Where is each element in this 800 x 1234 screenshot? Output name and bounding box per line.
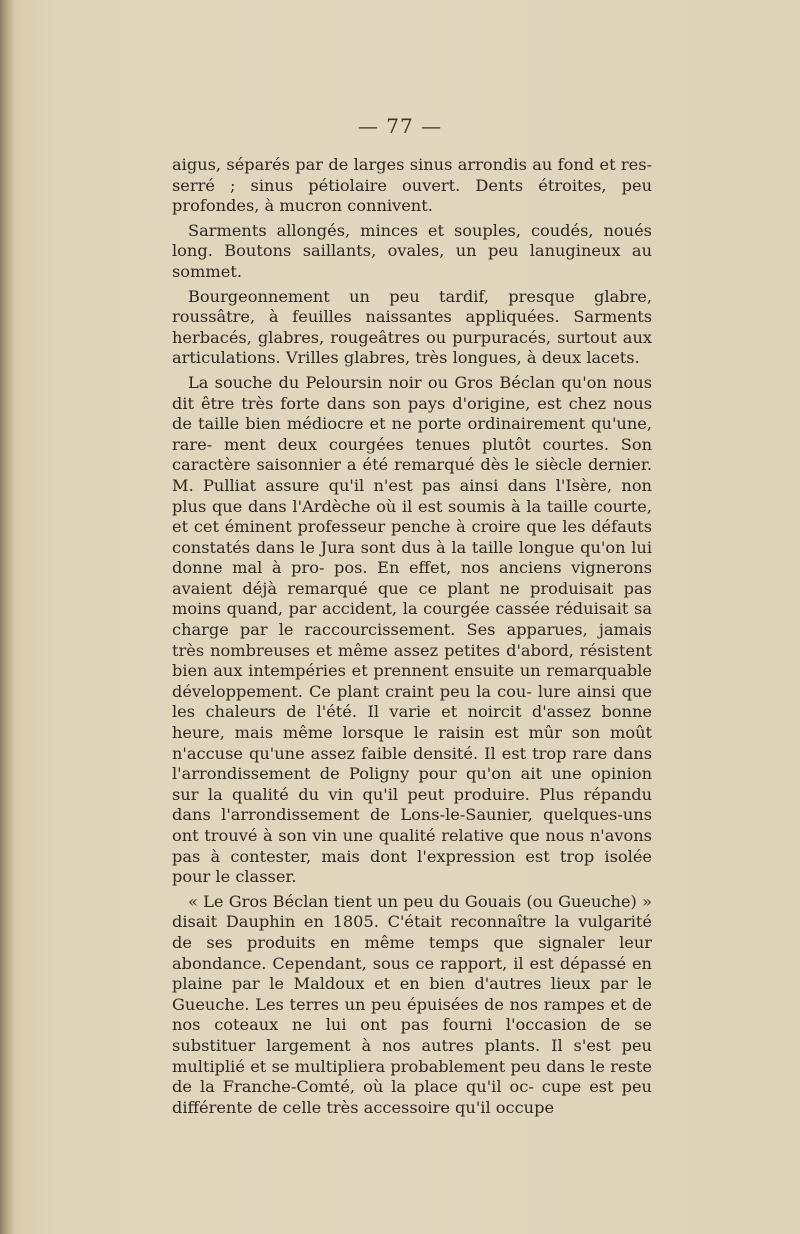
paragraph-continuation: aigus, séparés par de larges sinus arrondis au fond et res- serré ; sinus pétiolaire ouvert. Dents étroites, peu profondes, à mucron connivent. (172, 155, 652, 216)
binding-edge (0, 0, 14, 1234)
paragraph-souche: La souche du Peloursin noir ou Gros Béclan qu'on nous dit être très forte dans son pays d'origine, est chez nous de taille bien médiocre et ne porte ordinairement qu'une, rare- ment deux courgées tenues plutôt courtes. Son caractère saisonnier a été remarqué dès le siècle dernier. M. Pulliat assure qu'il n'est pas ainsi dans l'Isère, non plus que dans l'Ardèche où il est soumis à la taille courte, et cet éminent professeur penche à croire que les défauts constatés dans le Jura sont dus à la taille longue qu'on lui donne mal à pro- pos. En effet, nos anciens vignerons avaient déjà remarqué que ce plant ne produisait pas moins quand, par accident, la courgée cassée réduisait sa charge par le raccourcissement. Ses apparues, jamais très nombreuses et même assez petites d'abord, résistent bien aux intempéries et prennent ensuite un remarquable développement. Ce plant craint peu la cou- lure ainsi que les chaleurs de l'été. Il varie et noircit d'assez bonne heure, mais même lorsque le raisin est mûr son moût n'accuse qu'une assez faible densité. Il est trop rare dans l'arrondissement de Poligny pour qu'on ait une opinion sur la qualité du vin qu'il peut produire. Plus répandu dans l'arrondissement de Lons-le-Saunier, quelques-uns ont trouvé à son vin une qualité relative que nous n'avons pas à contester, mais dont l'expression est trop isolée pour le classer. (172, 372, 652, 887)
paragraph-bourgeonnement: Bourgeonnement un peu tardif, presque glabre, roussâtre, à feuilles naissantes appliquées. Sarments herbacés, glabres, rougeâtres ou purpuracés, surtout aux articulations. Vrilles glabres, très longues, à deux lacets. (172, 286, 652, 368)
paragraph-gros-beclan: « Le Gros Béclan tient un peu du Gouais (ou Gueuche) » disait Dauphin en 1805. C'était reconnaître la vulgarité de ses produits en même temps que signaler leur abondance. Cependant, sous ce rapport, il est dépassé en plaine par le Maldoux et en bien d'autres lieux par le Gueuche. Les terres un peu épuisées de nos rampes et de nos coteaux ne lui ont pas fourni l'occasion de se substituer largement à nos autres plants. Il s'est peu multiplié et se multipliera probablement peu dans le reste de la Franche-Comté, où la place qu'il oc- cupe est peu différente de celle très accessoire qu'il occupe (172, 891, 652, 1117)
body-text (172, 155, 652, 1122)
page-number: — 77 — (357, 114, 443, 138)
paragraph-sarments: Sarments allongés, minces et souples, coudés, noués long. Boutons saillants, ovales, un peu lanugineux au sommet. (172, 220, 652, 281)
